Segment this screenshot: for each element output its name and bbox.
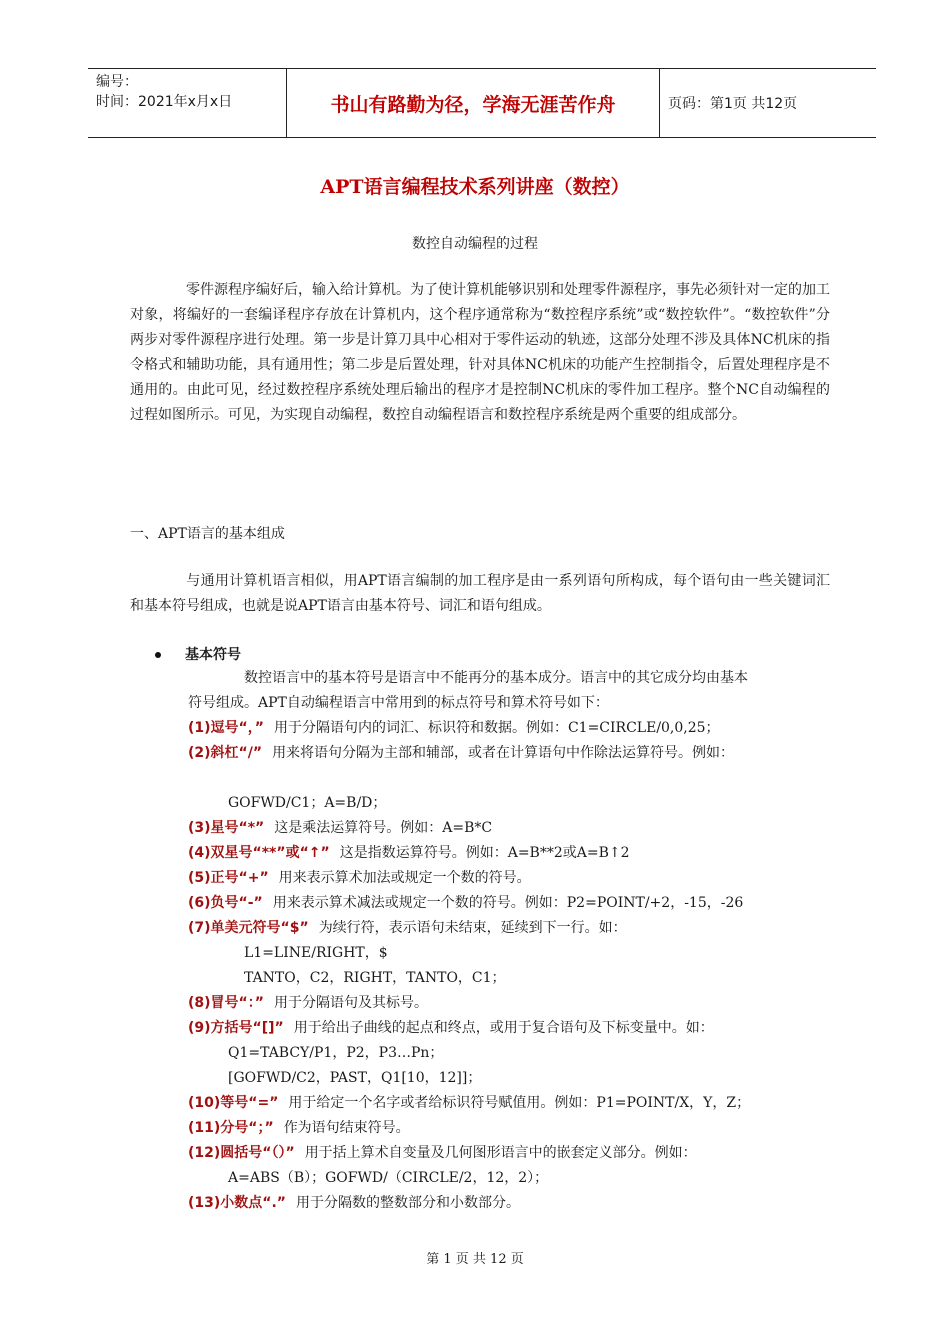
section-paragraph [130,569,830,619]
bullet-dot-icon [155,652,161,658]
symbol-list [188,666,848,1216]
bullet-basic-symbols [155,644,241,664]
item-text: 这是指数运算符号。例如：A=B**2或A=B↑2 [339,845,630,861]
item-text: 用来将语句分隔为主部和辅部，或者在计算语句中作除法运算符号。例如： [272,745,735,761]
section-heading: 一、APT语言的基本组成 [130,526,285,542]
list-item [188,816,848,841]
list-item [188,1091,848,1116]
item-label: (4)双星号“**”或“↑” [188,845,330,861]
section-paragraph-text: 与通用计算机语言相似，用APT语言编制的加工程序是由一系列语句所构成，每个语句由一些关键词汇和基本符号组成，也就是说APT语言由基本符号、词汇和语句组成。 [130,573,830,614]
code-example: A=ABS（B）；GOFWD/（CIRCLE/2，12，2）； [228,1170,549,1186]
item-text: 这是乘法运算符号。例如：A=B*C [274,820,493,836]
list-item [188,991,848,1016]
code-example: L1=LINE/RIGHT，$ [244,945,388,961]
item-text: 作为语句结束符号。 [283,1120,410,1136]
document-title: APT语言编程技术系列讲座（数控） [320,176,630,198]
symbols-intro-line2: 符号组成。APT自动编程语言中常用到的标点符号和算术符号如下： [188,695,609,711]
list-item [188,741,848,766]
list-item [188,916,848,941]
code-example: GOFWD/C1；A=B/D； [228,795,387,811]
item-text: 用来表示算术加法或规定一个数的符号。 [278,870,531,886]
item-text: 用于分隔数的整数部分和小数部分。 [296,1195,520,1211]
item-text: 用于给定一个名字或者给标识符号赋值用。例如：P1=POINT/X，Y，Z； [288,1095,751,1111]
item-text: 用于给出子曲线的起点和终点，或用于复合语句及下标变量中。如： [293,1020,714,1036]
item-label: (6)负号“-” [188,895,263,911]
list-item [188,716,848,741]
list-item [188,1116,848,1141]
item-text: 用于分隔语句内的词汇、标识符和数据。例如：C1=CIRCLE/0,0,25； [273,720,720,736]
header-date: 时间：2021年x月x日 [96,94,233,110]
item-label: (1)逗号“，” [188,720,264,736]
item-label: (11)分号“；” [188,1120,274,1136]
document-subtitle: 数控自动编程的过程 [412,236,538,252]
header-table [88,68,876,138]
list-item [188,841,848,866]
item-label: (5)正号“+” [188,870,269,886]
item-text: 为续行符，表示语句未结束，延续到下一行。如： [318,920,627,936]
header-number-label: 编号： [96,74,138,90]
item-label: (2)斜杠“/” [188,745,263,761]
item-text: 用于括上算术自变量及几何图形语言中的嵌套定义部分。例如： [304,1145,697,1161]
intro-text: 零件源程序编好后，输入给计算机。为了使计算机能够识别和处理零件源程序，事先必须针对一定的加工对象，将编好的一套编译程序存放在计算机内，这个程序通常称为“数控程序系统”或“数控软件”。“数控软件”分两步对零件源程序进行处理。第一步是计算刀具中心相对于零件运动的轨迹，这部分处理不涉及具体NC机床的指令格式和辅助功能，具有通用性；第二步是后置处理，针对具体NC机床的功能产生控制指令，后置处理程序是不通用的。由此可见，经过数控程序系统处理后输出的程序才是控制NC机床的零件加工程序。整个NC自动编程的过程如图所示。可见，为实现自动编程，数控自动编程语言和数控程序系统是两个重要的组成部分。 [130,282,830,423]
header-page-info: 页码：第1页 共12页 [668,96,798,112]
list-item [188,1141,848,1166]
item-text: 用于分隔语句及其标号。 [273,995,428,1011]
list-item [188,866,848,891]
intro-paragraph [130,278,830,428]
code-example: TANTO，C2，RIGHT，TANTO，C1； [244,970,506,986]
header-meta-cell [88,69,287,137]
bullet-label: 基本符号 [185,647,241,663]
item-label: (13)小数点“.” [188,1195,286,1211]
item-label: (7)单美元符号“$” [188,920,309,936]
item-label: (3)星号“*” [188,820,265,836]
item-label: (12)圆括号“（）” [188,1145,295,1161]
code-example: Q1=TABCY/P1，P2，P3…Pn； [228,1045,444,1061]
list-item [188,1016,848,1041]
item-label: (9)方括号“[]” [188,1020,284,1036]
item-label: (8)冒号“：” [188,995,264,1011]
item-text: 用来表示算术减法或规定一个数的符号。例如：P2=POINT/+2，-15，-26 [272,895,744,911]
list-item [188,891,848,916]
item-label: (10)等号“=” [188,1095,279,1111]
code-example: [GOFWD/C2，PAST，Q1[10，12]]； [228,1070,482,1086]
list-item [188,1191,848,1216]
symbols-intro-line1: 数控语言中的基本符号是语言中不能再分的基本成分。语言中的其它成分均由基本 [244,670,748,686]
header-motto: 书山有路勤为径，学海无涯苦作舟 [287,69,660,137]
page-footer: 第 1 页 共 12 页 [426,1252,524,1267]
